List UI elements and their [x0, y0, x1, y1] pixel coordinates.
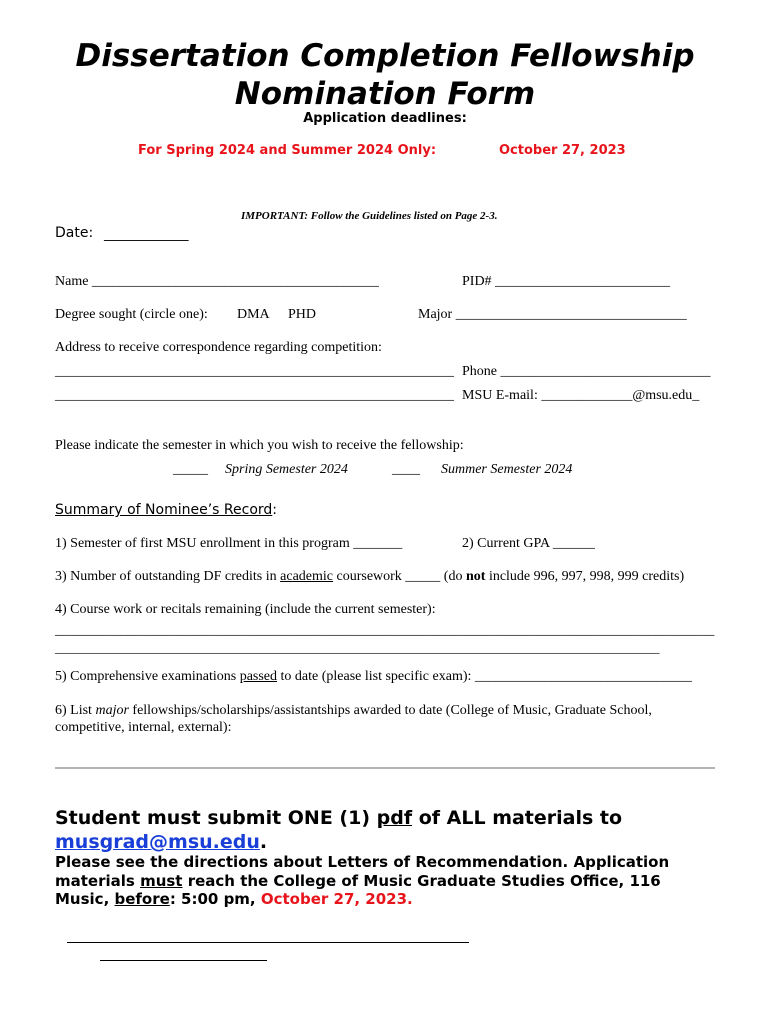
item-5-comprehensive-exams[interactable]: [55, 669, 692, 685]
email-field[interactable]: MSU E-mail: _____________@msu.edu_: [462, 388, 700, 403]
page-title-line1: Dissertation Completion Fellowship: [75, 38, 695, 74]
item-4-line-1[interactable]: ____________________________________________________________________________________________________: [55, 622, 715, 637]
spring-semester-blank[interactable]: _____: [173, 462, 208, 477]
submit-instruction: [55, 807, 622, 829]
degree-label: Degree sought (circle one):: [55, 307, 208, 322]
deadline-term: For Spring 2024 and Summer 2024 Only:: [138, 143, 437, 158]
item-3-pre: 3) Number of outstanding DF credits in: [55, 569, 281, 584]
item-4-coursework: 4) Course work or recitals remaining (include the current semester):: [55, 602, 436, 617]
item-6-line-2: competitive, internal, external):: [55, 720, 232, 735]
summary-heading-text: Summary of Nominee’s Record: [55, 502, 273, 518]
pid-field[interactable]: PID# _________________________: [462, 274, 671, 289]
major-field[interactable]: Major _________________________________: [418, 307, 687, 322]
address-label: Address to receive correspondence regarding competition:: [55, 340, 382, 355]
important-note: IMPORTANT: Follow the Guidelines listed on Page 2-3.: [241, 210, 498, 222]
summary-heading-colon: :: [272, 502, 277, 518]
directions-line-2: [55, 872, 661, 890]
degree-option-dma[interactable]: DMA: [237, 307, 270, 322]
directions-before: before: [114, 890, 170, 908]
submit-line-1a: Student must submit ONE (1): [55, 807, 377, 829]
item-4-line-2[interactable]: _____________________________________________________________________________________________: [55, 640, 660, 655]
date-field[interactable]: _____________: [104, 227, 189, 242]
submit-email-line: [55, 831, 267, 853]
spring-semester-label: Spring Semester 2024: [225, 462, 348, 477]
summer-semester-blank[interactable]: ____: [392, 462, 420, 477]
item-3-post: coursework _____ (do: [333, 569, 466, 584]
item-3-end: include 996, 997, 998, 999 credits): [485, 569, 685, 584]
phone-field[interactable]: Phone ______________________________: [462, 364, 711, 379]
signature-line[interactable]: [67, 942, 469, 943]
item-6-fellowships: [55, 703, 652, 719]
directions-line-1: Please see the directions about Letters of Recommendation. Application: [55, 853, 670, 871]
item-1-first-enrollment[interactable]: 1) Semester of first MSU enrollment in this program _______: [55, 536, 403, 551]
item-2-current-gpa[interactable]: 2) Current GPA ______: [462, 536, 595, 551]
item-5-underlined: passed: [239, 669, 278, 684]
item-6-italic: major: [95, 703, 129, 718]
item-6-post: fellowships/scholarships/assistantships awarded to date (College of Music, Graduate School,: [128, 703, 652, 718]
directions-3b: : 5:00 pm,: [169, 890, 261, 908]
submit-email-period: .: [259, 831, 268, 853]
item-3-bold: not: [465, 569, 486, 584]
deadlines-heading: Application deadlines:: [303, 111, 467, 126]
section-divider: [55, 767, 715, 769]
item-5-pre: 5) Comprehensive examinations: [55, 669, 240, 684]
deadline-date: October 27, 2023: [499, 143, 626, 158]
address-line-1[interactable]: _________________________________________________________: [55, 364, 454, 379]
directions-2a: materials: [55, 872, 141, 890]
semester-question: Please indicate the semester in which you wish to receive the fellowship:: [55, 438, 464, 453]
submit-line-1b: of ALL materials to: [412, 807, 623, 829]
page-title-line2: Nomination Form: [234, 76, 536, 112]
signature-date-line[interactable]: [100, 960, 267, 961]
directions-2b: reach the College of Music Graduate Studies Office, 116: [182, 872, 661, 890]
submit-email-link[interactable]: musgrad@msu.edu: [55, 831, 260, 853]
degree-option-phd[interactable]: PHD: [288, 307, 317, 322]
item-3-underlined: academic: [280, 569, 333, 584]
item-3-df-credits[interactable]: [55, 569, 684, 585]
date-label: Date:: [55, 225, 94, 241]
item-6-pre: 6) List: [55, 703, 96, 718]
directions-3a: Music,: [55, 890, 115, 908]
name-field[interactable]: Name _________________________________________: [55, 274, 379, 289]
directions-deadline-date: October 27, 2023.: [260, 890, 413, 908]
submit-pdf: pdf: [376, 807, 413, 829]
summer-semester-label: Summer Semester 2024: [441, 462, 573, 477]
item-5-post: to date (please list specific exam): _______________________________: [277, 669, 692, 684]
address-line-2[interactable]: _________________________________________________________: [55, 388, 454, 403]
directions-line-3: [55, 890, 413, 908]
directions-must: must: [140, 872, 183, 890]
summary-heading: [55, 502, 277, 518]
